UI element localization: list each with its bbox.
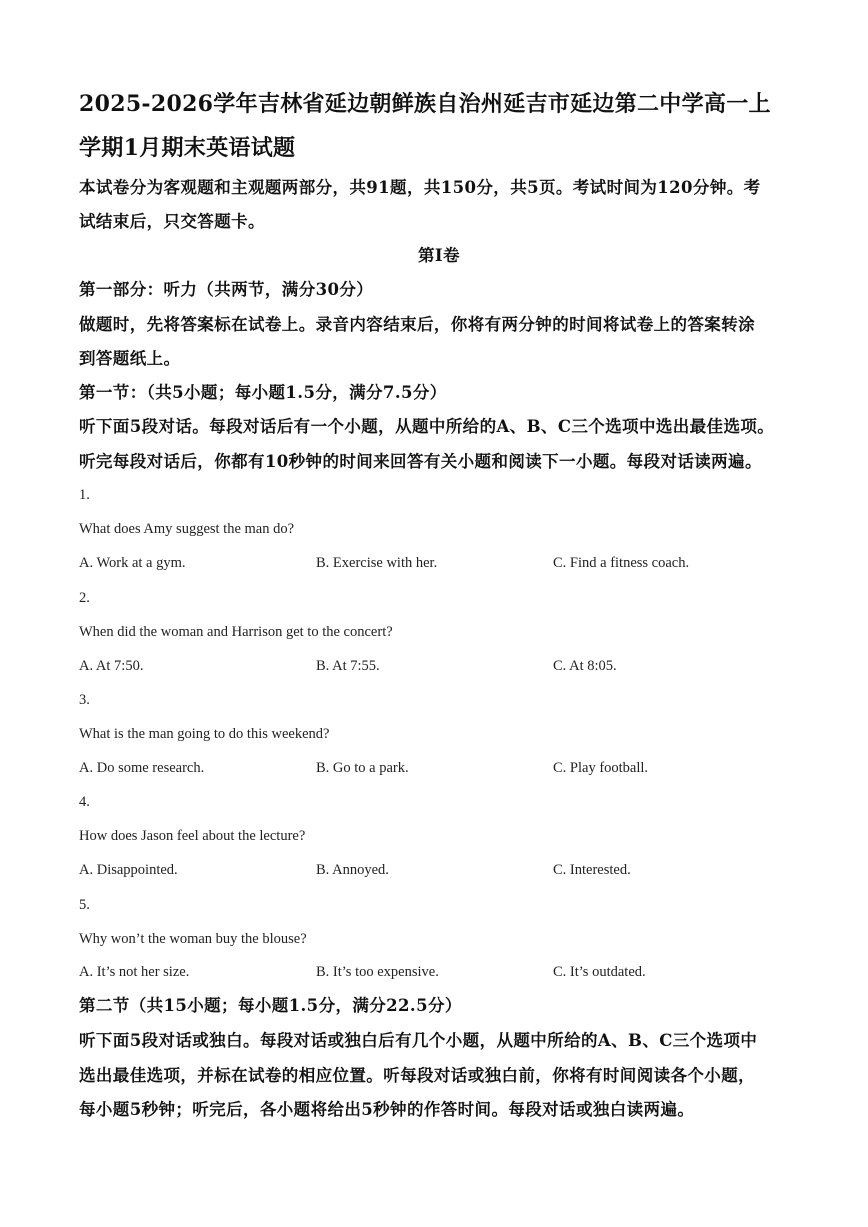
option-c: C. Find a fitness coach. xyxy=(553,555,690,571)
option-b: B. At 7:55. xyxy=(316,658,380,674)
question-number: 5. xyxy=(79,897,90,913)
option-a: A. It’s not her size. xyxy=(79,964,190,980)
option-a: A. Do some research. xyxy=(79,760,205,776)
part1-instructions-line-1: 做题时，先将答案标在试卷上。录音内容结束后，你将有两分钟的时间将试卷上的答案转涂 xyxy=(79,315,755,334)
question-text: What does Amy suggest the man do? xyxy=(79,521,295,537)
option-b: B. Annoyed. xyxy=(316,862,389,878)
question-number: 2. xyxy=(79,590,90,606)
question-text: What is the man going to do this weekend? xyxy=(79,726,330,742)
question-number: 4. xyxy=(79,794,90,810)
option-b: B. Exercise with her. xyxy=(316,555,438,571)
option-b: B. It’s too expensive. xyxy=(316,964,439,980)
section2-instructions-line-3: 每小题5秒钟；听完后，各小题将给出5秒钟的作答时间。每段对话或独白读两遍。 xyxy=(79,1100,695,1119)
option-c: C. It’s outdated. xyxy=(553,964,646,980)
question-text: How does Jason feel about the lecture? xyxy=(79,828,306,844)
section2-heading: 第二节（共15小题；每小题1.5分，满分22.5分） xyxy=(79,996,462,1015)
option-b: B. Go to a park. xyxy=(316,760,409,776)
option-a: A. Work at a gym. xyxy=(79,555,186,571)
section2-instructions-line-1: 听下面5段对话或独白。每段对话或独白后有几个小题，从题中所给的A、B、C三个选项中 xyxy=(79,1031,758,1050)
intro-line-1: 本试卷分为客观题和主观题两部分，共91题，共150分，共5页。考试时间为120分钟。考 xyxy=(79,178,761,197)
question-text: Why won’t the woman buy the blouse? xyxy=(79,931,307,947)
part1-instructions-line-2: 到答题纸上。 xyxy=(79,349,181,368)
question-number: 3. xyxy=(79,692,90,708)
option-c: C. Interested. xyxy=(553,862,631,878)
section1-instructions-line-1: 听下面5段对话。每段对话后有一个小题，从题中所给的A、B、C三个选项中选出最佳选项。 xyxy=(79,417,775,436)
section1-heading: 第一节：（共5小题；每小题1.5分，满分7.5分） xyxy=(79,383,447,402)
question-number: 1. xyxy=(79,487,90,503)
section2-instructions-line-2: 选出最佳选项，并标在试卷的相应位置。听每段对话或独白前，你将有时间阅读各个小题， xyxy=(79,1066,755,1085)
section1-instructions-line-2: 听完每段对话后，你都有10秒钟的时间来回答有关小题和阅读下一小题。每段对话读两遍。 xyxy=(79,452,762,471)
option-a: A. At 7:50. xyxy=(79,658,144,674)
option-a: A. Disappointed. xyxy=(79,862,178,878)
option-c: C. Play football. xyxy=(553,760,649,776)
part1-heading: 第一部分：听力（共两节，满分30分） xyxy=(79,280,374,299)
exam-title-line-2: 学期1月期末英语试题 xyxy=(79,135,296,161)
volume-label: 第Ⅰ卷 xyxy=(418,246,460,265)
intro-line-2: 试结束后，只交答题卡。 xyxy=(79,212,265,231)
question-text: When did the woman and Harrison get to the concert? xyxy=(79,624,393,640)
exam-title-line-1: 2025-2026学年吉林省延边朝鲜族自治州延吉市延边第二中学高一上 xyxy=(79,91,771,117)
option-c: C. At 8:05. xyxy=(553,658,617,674)
